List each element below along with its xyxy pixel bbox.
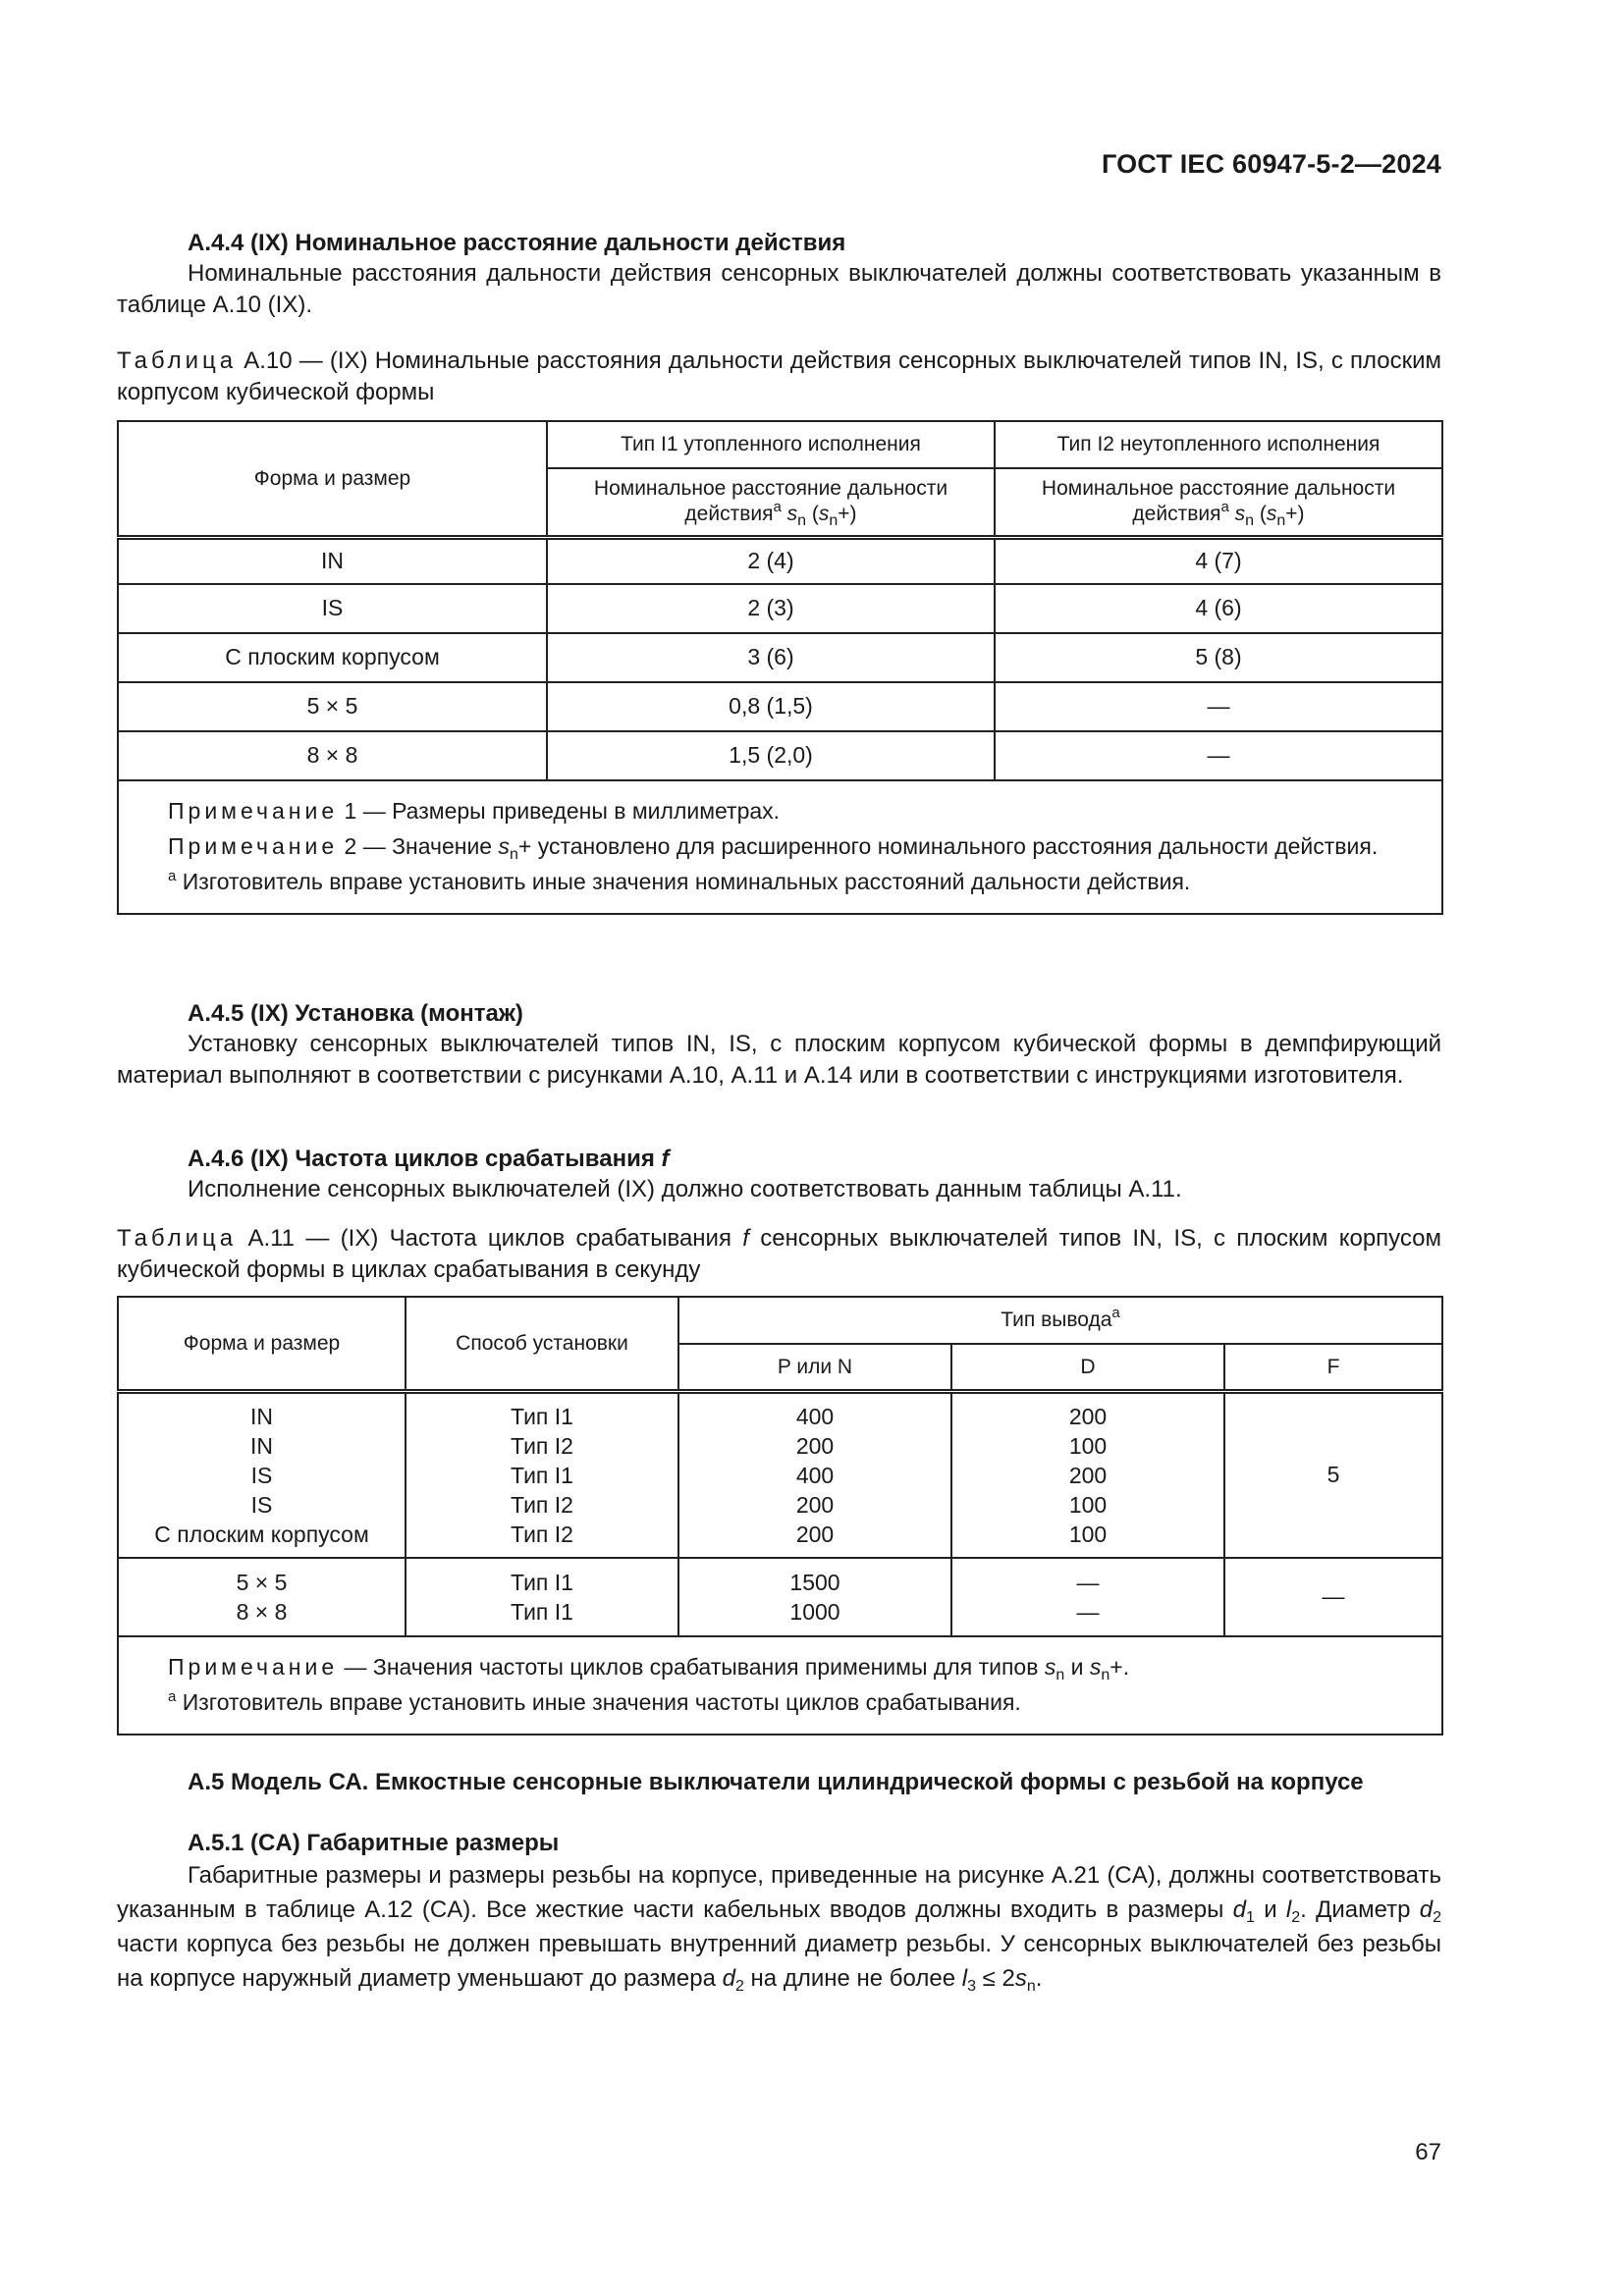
- symbol: d: [722, 1965, 735, 1993]
- footnote-text: Изготовитель вправе установить иные значения частоты циклов срабатывания.: [182, 1688, 1021, 1715]
- caption-text: А.11 — (IX) Частота циклов срабатывания: [247, 1225, 731, 1252]
- footnote-mark: a: [168, 1687, 177, 1705]
- d-column: [951, 1391, 1224, 1558]
- footnote: [133, 1688, 1428, 1718]
- section-heading: А.5.1 (CA) Габаритные размеры: [188, 1830, 560, 1856]
- table-row-group: [118, 1558, 1442, 1636]
- symbol: s: [818, 503, 830, 526]
- table-row: [118, 584, 1442, 633]
- subscript: 2: [1433, 1909, 1442, 1927]
- table-cell: 1,5 (2,0): [547, 731, 995, 780]
- note: Примечание — Значения частоты циклов срабатывания применимы для типов $s_n$ и $s_n+$.: [168, 1654, 1130, 1683]
- document-header: ГОСТ IEC 60947-5-2—2024: [1101, 149, 1441, 179]
- footnote-mark: a: [773, 499, 782, 516]
- symbol: s: [498, 832, 510, 859]
- table-cell: 400: [795, 1462, 835, 1488]
- symbol: s: [1089, 1654, 1102, 1680]
- section-a51: [117, 1828, 1441, 1996]
- d-column: [951, 1558, 1224, 1636]
- table-cell: 5 (8): [995, 633, 1442, 682]
- footnote-mark: a: [168, 867, 177, 884]
- p-column: [678, 1391, 951, 1558]
- header-text: Тип вывода: [1001, 1308, 1112, 1332]
- section-a46: [117, 1144, 1441, 1204]
- caption-text: А.10 — (IX) Номинальные расстояния дальности действия сенсорных выключателей типов IN, IS, с плоским корпусом кубической формы: [117, 347, 1441, 405]
- table-cell: С плоским корпусом: [118, 633, 547, 682]
- table-cell: Тип I2: [511, 1521, 573, 1547]
- table-row: [118, 537, 1442, 584]
- table-cell: —: [1076, 1570, 1100, 1595]
- table-cell: 5 × 5: [236, 1570, 288, 1595]
- note-text: 1 — Размеры приведены в миллиметрах.: [344, 798, 781, 824]
- subscript: n: [510, 845, 518, 863]
- form-column: [118, 1391, 406, 1558]
- table-a11: [117, 1296, 1441, 1735]
- table-cell: —: [1224, 1558, 1442, 1636]
- note-text: — Значения частоты циклов срабатывания применимы для типов: [344, 1654, 1039, 1680]
- caption-text: сенсорных выключателей типов IN, IS, с плоским корпусом кубической формы в циклах срабатывания в секунду: [117, 1225, 1442, 1283]
- symbol: s: [1266, 503, 1277, 526]
- table-cell: 1000: [789, 1599, 840, 1625]
- table-cell: Тип I1: [511, 1599, 573, 1625]
- table-cell: IS: [250, 1491, 273, 1518]
- section-heading: А.4.5 (IX) Установка (монтаж): [188, 1000, 523, 1027]
- footnote-text: Изготовитель вправе установить иные значения номинальных расстояний дальности действия.: [182, 868, 1191, 894]
- table-cell: 100: [1068, 1432, 1108, 1459]
- column-header: [678, 1297, 1442, 1344]
- subscript: n: [1026, 1978, 1036, 1996]
- subscript: 2: [1291, 1909, 1301, 1927]
- symbol: d: [1232, 1896, 1247, 1924]
- symbol: f: [661, 1146, 670, 1172]
- note-1: [133, 797, 1428, 827]
- mount-column: [406, 1391, 678, 1558]
- text: части корпуса без резьбы не должен превышать внутренний диаметр резьбы. У сенсорных выключателей без резьбы на корпусе наружный диаметр уменьшают до размера: [117, 1931, 1441, 1993]
- footnote-mark: a: [1220, 499, 1229, 516]
- table-cell: 2 (3): [547, 584, 995, 633]
- table-cell: IN: [250, 1432, 273, 1459]
- table-cell: 400: [795, 1403, 835, 1429]
- table-cell: Тип I1: [511, 1570, 573, 1595]
- table-caption: [117, 1223, 1441, 1286]
- heading-text: А.4.6 (IX) Частота циклов срабатывания: [188, 1146, 655, 1172]
- table-notes: [118, 780, 1442, 914]
- table-cell: 100: [1068, 1521, 1108, 1547]
- page-number: 67: [1415, 2139, 1441, 2165]
- column-subheader: F: [1224, 1344, 1442, 1391]
- note-label: Примечание: [168, 798, 339, 824]
- table-cell: 4 (6): [995, 584, 1442, 633]
- table-cell: 200: [795, 1491, 835, 1518]
- table-cell: —: [995, 682, 1442, 731]
- paragraph: Номинальные расстояния дальности действия сенсорных выключателей должны соответствовать указанным в таблице А.10 (IX).: [117, 260, 1441, 319]
- form-column: [118, 1558, 406, 1636]
- text: на длине не более: [750, 1965, 956, 1993]
- section-heading: А.4.4 (IX) Номинальное расстояние дальности действия: [188, 230, 846, 256]
- section-heading: [117, 1144, 1441, 1174]
- table-cell: —: [995, 731, 1442, 780]
- table-cell: IN: [118, 537, 547, 584]
- symbol: l: [1285, 1896, 1292, 1924]
- symbol: d: [1419, 1896, 1434, 1924]
- text: и: [1264, 1896, 1277, 1924]
- table-notes: [118, 1636, 1442, 1735]
- p-column: [678, 1558, 951, 1636]
- table-cell: Тип I2: [511, 1432, 573, 1459]
- mount-column: [406, 1558, 678, 1636]
- table-cell: 200: [1068, 1462, 1108, 1488]
- section-heading: А.5 Модель СА. Емкостные сенсорные выключатели цилиндрической формы с резьбой на корпусе: [188, 1769, 1364, 1795]
- paragraph: Габаритные размеры и размеры резьбы на корпусе, приведенные на рисунке А.21 (CA), должны соответствовать указанным в таблице А.12 (CA). Все жесткие части кабельных вводов должны входить в размеры $d_1$ и $l_2$. Диаметр $d_2$ части корпуса без резьбы не должен превышать внутренний диаметр резьбы. У сенсорных выключателей без резьбы на корпусе наружный диаметр уменьшают до размера $d_2$ на длине не более $l_3 \le 2s_n$.: [117, 1862, 1442, 1996]
- symbol: l: [961, 1965, 968, 1993]
- table-cell: 5 × 5: [118, 682, 547, 731]
- note-label: Примечание: [168, 832, 339, 859]
- table-cell: 4 (7): [995, 537, 1442, 584]
- symbol: s: [1044, 1654, 1056, 1680]
- subheader-word: действия: [684, 503, 774, 526]
- table-cell: 2 (4): [547, 537, 995, 584]
- column-header: Тип I2 неутопленного исполнения: [995, 421, 1442, 468]
- column-subheader: D: [951, 1344, 1224, 1391]
- table-cell: 1500: [789, 1570, 840, 1595]
- symbol: s: [1014, 1965, 1027, 1993]
- table-a10: [117, 420, 1441, 915]
- column-subheader: Номинальное расстояние дальности действия$^a$ $s_n$ $(s_n+)$: [995, 468, 1442, 537]
- note-text: + установлено для расширенного номинального расстояния дальности действия.: [517, 832, 1379, 859]
- table-cell: Тип I1: [511, 1462, 573, 1488]
- column-header: Тип I1 утопленного исполнения: [547, 421, 995, 468]
- column-subheader: Номинальное расстояние дальности действия$^a$ $s_n$ $(s_n+)$: [547, 468, 995, 537]
- table-row-group: [118, 1391, 1442, 1558]
- table-cell: 200: [1068, 1403, 1108, 1429]
- table-cell: IS: [250, 1462, 273, 1488]
- note-text: 2 — Значение: [344, 832, 493, 859]
- text: ≤ 2: [982, 1965, 1015, 1993]
- footnote-mark: a: [1111, 1305, 1120, 1322]
- subscript: n: [1276, 512, 1286, 530]
- symbol: s: [786, 503, 798, 526]
- table-cell: Тип I1: [511, 1403, 573, 1429]
- subscript: n: [797, 512, 807, 530]
- subheader-word: действия: [1132, 503, 1221, 526]
- paragraph: Установку сенсорных выключателей типов IN, IS, с плоским корпусом кубической формы в демпфирующий материал выполняют в соответствии с рисунками А.10, А.11 и А.14 или в соответствии с инструкциями изготовителя.: [117, 1031, 1441, 1090]
- table-caption: [117, 346, 1441, 408]
- column-header: Форма и размер: [118, 421, 547, 537]
- table-cell: —: [1076, 1599, 1100, 1625]
- note-2: [133, 832, 1428, 862]
- subheader-text: Номинальное расстояние дальности: [593, 477, 948, 501]
- table-cell: 200: [795, 1432, 835, 1459]
- subscript: n: [829, 512, 839, 530]
- table-cell: С плоским корпусом: [154, 1521, 369, 1547]
- subscript: 1: [1246, 1909, 1255, 1927]
- subheader-text: Номинальное расстояние дальности: [1041, 477, 1396, 501]
- symbol: s: [1234, 503, 1246, 526]
- caption-label: Таблица: [117, 1225, 238, 1252]
- text: . Диаметр: [1300, 1896, 1411, 1924]
- column-header: Способ установки: [406, 1297, 678, 1391]
- column-subheader: P или N: [678, 1344, 951, 1391]
- table-cell: 200: [795, 1521, 835, 1547]
- footnote: [133, 868, 1428, 897]
- table-cell: 0,8 (1,5): [547, 682, 995, 731]
- table-cell: 8 × 8: [236, 1599, 288, 1625]
- subscript: n: [1056, 1667, 1065, 1683]
- text: Габаритные размеры и размеры резьбы на корпусе, приведенные на рисунке А.21 (CA), должны соответствовать указанным в таблице А.12 (CA). Все жесткие части кабельных вводов должны входить в размеры: [117, 1862, 1441, 1924]
- table-cell: 5: [1224, 1391, 1442, 1558]
- caption-label: Таблица: [117, 347, 238, 374]
- column-header: Форма и размер: [118, 1297, 406, 1391]
- subscript: n: [1101, 1667, 1110, 1683]
- note-text: и: [1070, 1654, 1084, 1680]
- subscript: 3: [967, 1978, 976, 1996]
- subscript: n: [1245, 512, 1255, 530]
- table-cell: 3 (6): [547, 633, 995, 682]
- paragraph: Исполнение сенсорных выключателей (IX) должно соответствовать данным таблицы А.11.: [188, 1176, 1182, 1203]
- symbol: f: [742, 1225, 749, 1252]
- table-row: [118, 731, 1442, 780]
- table-cell: IN: [250, 1403, 273, 1429]
- table-cell: Тип I2: [511, 1491, 573, 1518]
- section-a44: [117, 228, 1441, 321]
- table-row: [118, 633, 1442, 682]
- note-label: Примечание: [168, 1654, 339, 1680]
- table-cell: 8 × 8: [118, 731, 547, 780]
- section-a45: [117, 998, 1441, 1092]
- subscript: 2: [734, 1978, 744, 1996]
- table-row: [118, 682, 1442, 731]
- table-cell: 100: [1068, 1491, 1108, 1518]
- table-cell: IS: [118, 584, 547, 633]
